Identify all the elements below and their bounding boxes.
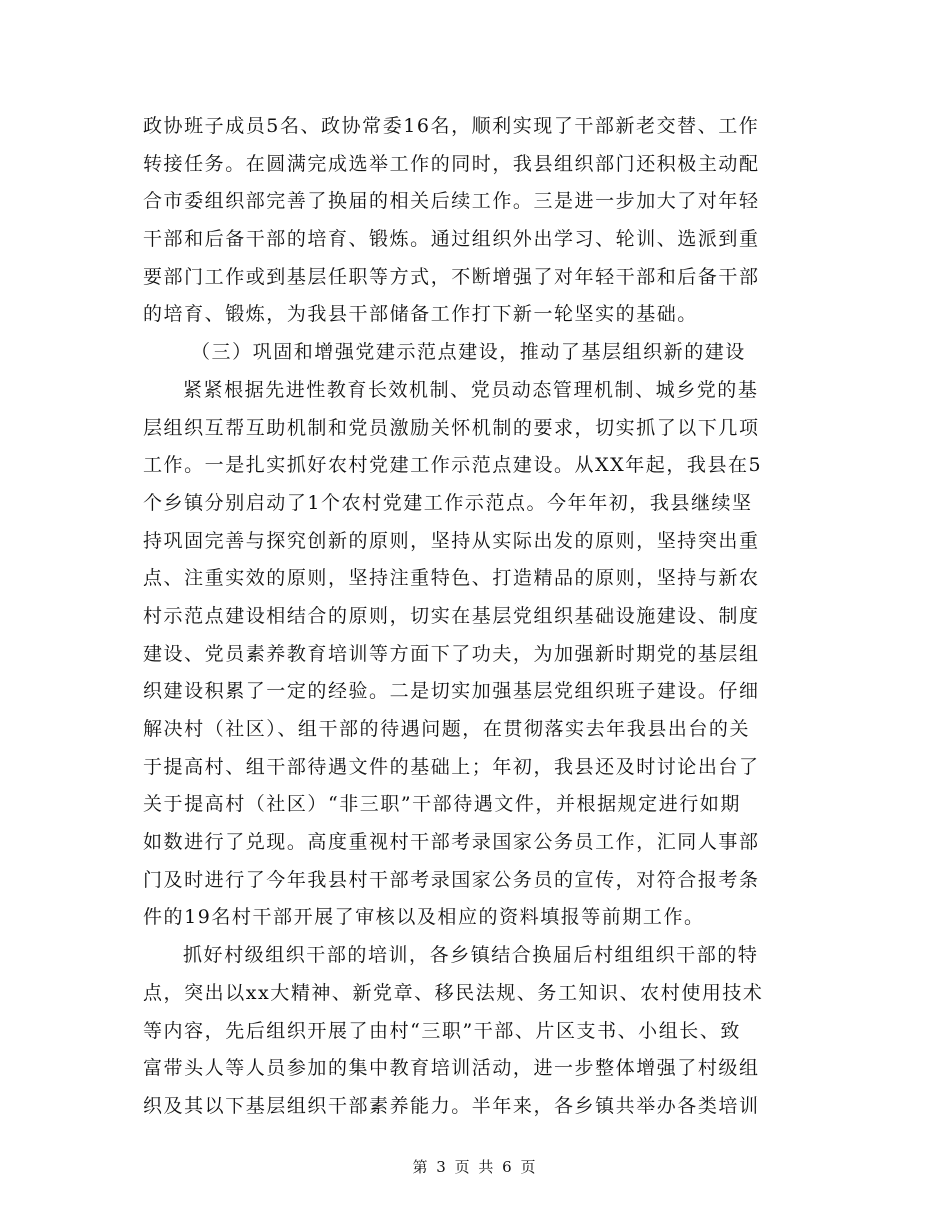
- text-line: 如数进行了兑现。高度重视村干部考录国家公务员工作，汇同人事部: [143, 831, 760, 854]
- text-line: 于提高村、组干部待遇文件的基础上；年初，我县还及时讨论出台了: [143, 755, 760, 778]
- text-line: 政协班子成员5名、政协常委16名，顺利实现了干部新老交替、工作: [143, 115, 760, 137]
- text-line: 点，突出以xx大精神、新党章、移民法规、务工知识、农村使用技术: [143, 981, 764, 1004]
- text-line: 等内容，先后组织开展了由村“三职”干部、片区支书、小组长、致: [143, 1019, 741, 1042]
- text-line: 层组织互帮互助机制和党员激励关怀机制的要求，切实抓了以下几项: [143, 416, 760, 439]
- paragraph-first-line: 抓好村级组织干部的培训，各乡镇结合换届后村组组织干部的特: [183, 944, 759, 967]
- text-line: 的培育、锻炼，为我县干部储备工作打下新一轮坚实的基础。: [143, 303, 698, 326]
- text-line: 织建设积累了一定的经验。二是切实加强基层党组织班子建设。仔细: [143, 680, 760, 703]
- section-heading: （三）巩固和增强党建示范点建设，推动了基层组织新的建设: [191, 341, 746, 364]
- text-line: 点、注重实效的原则，坚持注重特色、打造精品的原则，坚持与新农: [143, 567, 760, 590]
- text-line: 关于提高村（社区）“非三职”干部待遇文件，并根据规定进行如期: [143, 793, 741, 816]
- text-line: 件的19名村干部开展了审核以及相应的资料填报等前期工作。: [143, 906, 705, 929]
- text-line: 个乡镇分别启动了1个农村党建工作示范点。今年年初，我县继续坚: [143, 491, 753, 514]
- text-line: 解决村（社区）、组干部的待遇问题，在贯彻落实去年我县出台的关: [143, 718, 751, 740]
- text-line: 转接任务。在圆满完成选举工作的同时，我县组织部门还积极主动配: [143, 152, 760, 175]
- text-line: 工作。一是扎实抓好农村党建工作示范点建设。从XX年起，我县在5: [143, 454, 763, 477]
- text-line: 门及时进行了今年我县村干部考录国家公务员的宣传，对符合报考条: [143, 868, 760, 891]
- text-line: 干部和后备干部的培育、锻炼。通过组织外出学习、轮训、选派到重: [143, 228, 760, 251]
- paragraph-first-line: 紧紧根据先进性教育长效机制、党员动态管理机制、城乡党的基: [183, 378, 759, 401]
- text-line: 村示范点建设相结合的原则，切实在基层党组织基础设施建设、制度: [143, 604, 760, 627]
- text-line: 富带头人等人员参加的集中教育培训活动，进一步整体增强了村级组: [143, 1057, 760, 1080]
- page-footer: 第 3 页 共 6 页: [412, 1158, 538, 1176]
- text-line: 合市委组织部完善了换届的相关后续工作。三是进一步加大了对年轻: [143, 190, 760, 213]
- text-line: 持巩固完善与探究创新的原则，坚持从实际出发的原则，坚持突出重: [143, 529, 760, 552]
- text-line: 织及其以下基层组织干部素养能力。半年来，各乡镇共举办各类培训: [143, 1094, 760, 1117]
- text-line: 建设、党员素养教育培训等方面下了功夫，为加强新时期党的基层组: [143, 642, 760, 665]
- text-line: 要部门工作或到基层任职等方式，不断增强了对年轻干部和后备干部: [143, 265, 760, 288]
- document-body: [143, 108, 813, 1126]
